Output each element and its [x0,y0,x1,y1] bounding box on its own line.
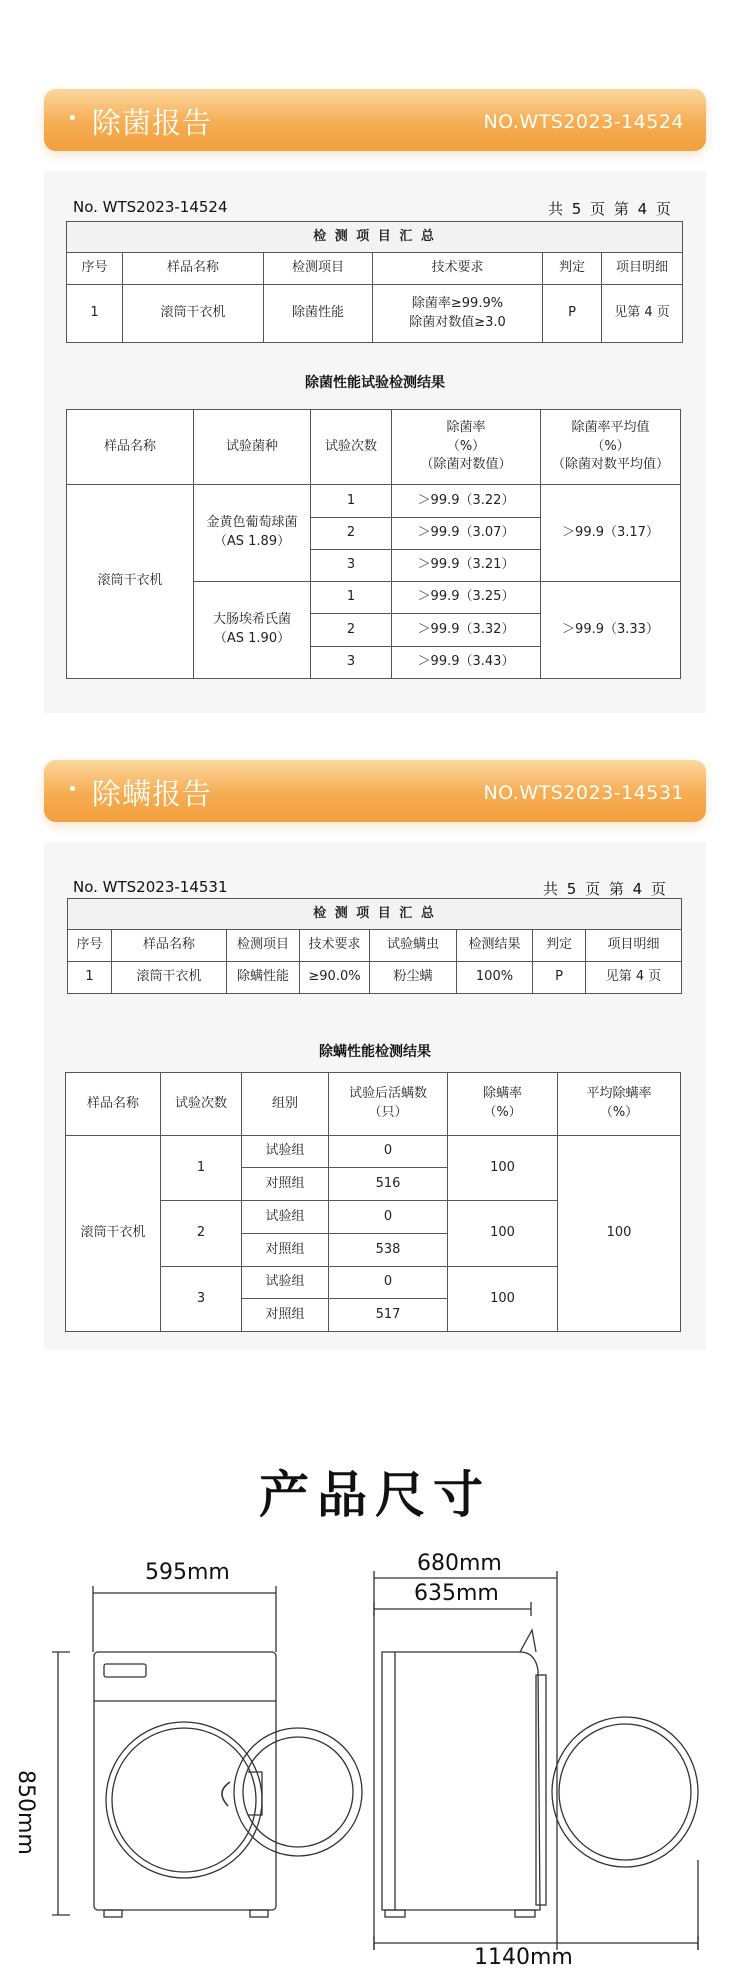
depth-dimension-label: 680mm [417,1551,502,1576]
cell-rate: 100 [448,1136,558,1201]
header-no: 序号 [67,253,123,285]
table-row [68,962,682,994]
header-item: 检测项目 [264,253,373,285]
cell-sample: 滚筒干衣机 [67,485,194,679]
cell-trial: 2 [311,614,392,647]
cell-rate: 100 [448,1267,558,1332]
cell-judge: P [533,962,586,994]
header-sample: 样品名称 [112,930,227,962]
cell-sample: 滚筒干衣机 [112,962,227,994]
cell-count: 517 [329,1299,448,1332]
cell-no: 1 [67,285,123,343]
header-sample: 样品名称 [66,1073,161,1136]
table-row [66,1136,681,1168]
cell-group: 试验组 [242,1136,329,1168]
cell-average: ＞99.9（3.17） [541,485,681,582]
antibacterial-results-table [66,409,681,679]
cell-rate: ＞99.9（3.43） [392,647,541,679]
cell-judge: P [543,285,602,343]
door-open-depth-dimension-label: 1140mm [474,1945,573,1970]
mite-results-table [65,1072,681,1332]
front-view-washer-icon [52,1586,362,1917]
header-sample: 样品名称 [123,253,264,285]
header-no: 序号 [68,930,112,962]
page-info: 共 5 页 第 4 页 [548,200,673,218]
antibacterial-summary-table [66,221,683,343]
cell-trial: 1 [311,485,392,518]
cell-trial: 2 [161,1201,242,1267]
cell-no: 1 [68,962,112,994]
header-judge: 判定 [543,253,602,285]
banner-title: 除菌报告 [92,106,213,140]
cell-group: 试验组 [242,1201,329,1234]
cell-strain: 大肠埃希氏菌 （AS 1.90） [194,582,311,679]
summary-title: 检 测 项 目 汇 总 [68,899,682,930]
header-sample: 样品名称 [67,410,194,485]
header-times: 试验次数 [161,1073,242,1136]
cell-detail: 见第 4 页 [602,285,683,343]
header-requirement: 技术要求 [373,253,543,285]
cell-item: 除螨性能 [227,962,300,994]
cell-item: 除菌性能 [264,285,373,343]
cell-result: 100% [457,962,533,994]
cell-average: 100 [558,1136,681,1332]
antibacterial-report-banner [44,89,706,151]
cell-requirement [373,285,543,343]
cell-mite: 粉尘螨 [370,962,457,994]
mite-summary-table [67,898,682,994]
header-item: 检测项目 [227,930,300,962]
header-group: 组别 [242,1073,329,1136]
cell-rate: ＞99.9（3.22） [392,485,541,518]
cell-group: 对照组 [242,1168,329,1201]
cell-rate: ＞99.9（3.32） [392,614,541,647]
cell-trial: 3 [311,550,392,582]
page-info: 共 5 页 第 4 页 [543,880,668,898]
width-dimension-label: 595mm [145,1560,230,1585]
cell-trial: 1 [161,1136,242,1201]
header-judge: 判定 [533,930,586,962]
header-requirement: 技术要求 [300,930,370,962]
header-average: 除菌率平均值 （%） （除菌对数平均值） [541,410,681,485]
cell-count: 538 [329,1234,448,1267]
summary-title: 检 测 项 目 汇 总 [67,222,683,253]
header-detail: 项目明细 [602,253,683,285]
product-dimensions-title: 产品尺寸 [259,1466,491,1524]
cell-rate: ＞99.9（3.25） [392,582,541,614]
cell-detail: 见第 4 页 [586,962,682,994]
cell-group: 对照组 [242,1299,329,1332]
cell-strain: 金黄色葡萄球菌 （AS 1.89） [194,485,311,582]
requirement-log: 除菌对数值≥3.0 [409,314,506,330]
header-mite: 试验螨虫 [370,930,457,962]
header-strain: 试验菌种 [194,410,311,485]
banner-title: 除螨报告 [92,777,213,811]
banner-report-number: NO.WTS2023-14524 [483,111,684,133]
header-count: 试验后活螨数 （只） [329,1073,448,1136]
bullet-dot-icon [70,786,75,791]
cell-count: 0 [329,1267,448,1299]
requirement-rate: 除菌率≥99.9% [411,295,504,311]
header-rate: 除螨率 （%） [448,1073,558,1136]
cell-rate: ＞99.9（3.21） [392,550,541,582]
header-rate: 除菌率 （%） （除菌对数值） [392,410,541,485]
height-dimension-label: 850mm [13,1770,38,1855]
header-average: 平均除螨率 （%） [558,1073,681,1136]
results-caption: 除螨性能检测结果 [319,1044,431,1060]
cell-rate: ＞99.9（3.07） [392,518,541,550]
banner-report-number: NO.WTS2023-14531 [483,782,684,804]
cell-group: 对照组 [242,1234,329,1267]
bullet-dot-icon [70,115,75,120]
cell-trial: 3 [161,1267,242,1332]
cell-count: 0 [329,1136,448,1168]
side-view-washer-icon [374,1571,698,1950]
cell-trial: 1 [311,582,392,614]
cell-count: 0 [329,1201,448,1234]
doc-number: No. WTS2023-14524 [73,198,228,216]
cell-sample: 滚筒干衣机 [66,1136,161,1332]
cell-group: 试验组 [242,1267,329,1299]
header-detail: 项目明细 [586,930,682,962]
cell-average: ＞99.9（3.33） [541,582,681,679]
table-row [67,485,681,518]
header-times: 试验次数 [311,410,392,485]
body-depth-dimension-label: 635mm [414,1581,499,1606]
header-result: 检测结果 [457,930,533,962]
doc-number: No. WTS2023-14531 [73,878,228,896]
cell-count: 516 [329,1168,448,1201]
table-row [67,285,683,343]
cell-rate: 100 [448,1201,558,1267]
cell-requirement: ≥90.0% [300,962,370,994]
mite-report-banner [44,760,706,822]
cell-sample: 滚筒干衣机 [123,285,264,343]
dimension-drawing [0,1560,750,1972]
cell-trial: 3 [311,647,392,679]
cell-trial: 2 [311,518,392,550]
results-caption: 除菌性能试验检测结果 [305,375,445,391]
